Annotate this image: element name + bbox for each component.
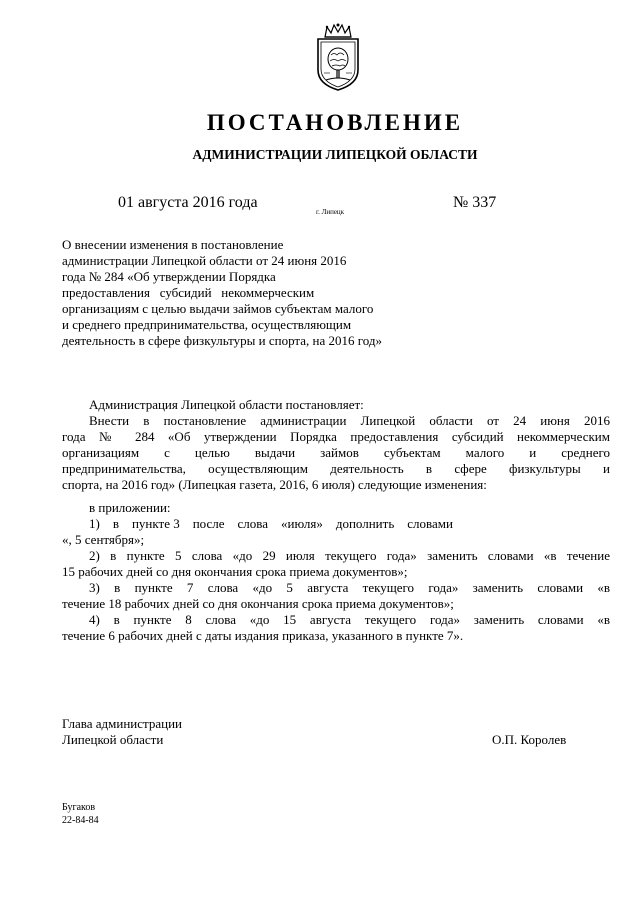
signer-position	[62, 716, 182, 748]
body-main-paragraph	[62, 413, 610, 493]
document-city: г. Липецк	[316, 208, 345, 216]
body-line: спорта, на 2016 год» (Липецкая газета, 2016, 6 июля) следующие изменения:	[62, 477, 487, 492]
amendment-line: течение 18 рабочих дней со дня окончания срока приема документов»;	[62, 596, 454, 611]
amendment-line: 1) в пункте 3 после слова «июля» дополнить словами	[89, 516, 453, 531]
document-title: ПОСТАНОВЛЕНИЕ	[206, 110, 464, 135]
subject-line: О внесении изменения в постановление	[62, 237, 284, 252]
amendment-line: 4) в пункте 8 слова «до 15 августа текущего года» заменить словами «в	[89, 612, 610, 627]
signer-position-line: Глава администрации	[62, 716, 183, 731]
amendment-line: 15 рабочих дней со дня окончания срока приема документов»;	[62, 564, 408, 579]
executor-name: Бугаков	[62, 802, 96, 813]
body-intro: Администрация Липецкой области постановляет:	[89, 397, 364, 412]
subject-line: и среднего предпринимательства, осуществляющим	[62, 317, 352, 332]
body-line: года № 284 «Об утверждении Порядка предоставления субсидий некоммерческим	[62, 429, 610, 444]
amendment-line: 2) в пункте 5 слова «до 29 июля текущего года» заменить словами «в течение	[89, 548, 610, 563]
executor-phone: 22-84-84	[62, 815, 99, 826]
amendment-line: «, 5 сентября»;	[62, 532, 145, 547]
document-number: № 337	[453, 194, 497, 211]
amendment-line: в приложении:	[89, 500, 171, 515]
body-amendments	[62, 500, 610, 644]
body-line: Внести в постановление администрации Липецкой области от 24 июня 2016	[89, 413, 610, 428]
amendment-line: течение 6 рабочих дней с даты издания приказа, указанного в пункте 7».	[62, 628, 464, 643]
body-line: предпринимательства, осуществляющим деятельность в сфере физкультуры и	[62, 461, 610, 476]
body-line: организациям с целью выдачи займов субъектам малого и среднего	[62, 445, 610, 460]
signer-position-line: Липецкой области	[62, 732, 164, 747]
document-date: 01 августа 2016 года	[118, 194, 258, 211]
subject-line: предоставления субсидий некоммерческим	[62, 285, 315, 300]
subject-line: организациям с целью выдачи займов субъектам малого	[62, 301, 374, 316]
coat-of-arms-emblem	[310, 22, 366, 92]
signer-name: О.П. Королев	[492, 732, 567, 747]
document-subject	[62, 237, 482, 349]
subject-line: администрации Липецкой области от 24 июня 2016	[62, 253, 347, 268]
subject-line: деятельность в сфере физкультуры и спорта, на 2016 год»	[62, 333, 383, 348]
amendment-line: 3) в пункте 7 слова «до 5 августа текущего года» заменить словами «в	[89, 580, 610, 595]
executor-info	[62, 801, 99, 827]
document-subtitle: АДМИНИСТРАЦИИ ЛИПЕЦКОЙ ОБЛАСТИ	[192, 147, 478, 162]
subject-line: года № 284 «Об утверждении Порядка	[62, 269, 276, 284]
